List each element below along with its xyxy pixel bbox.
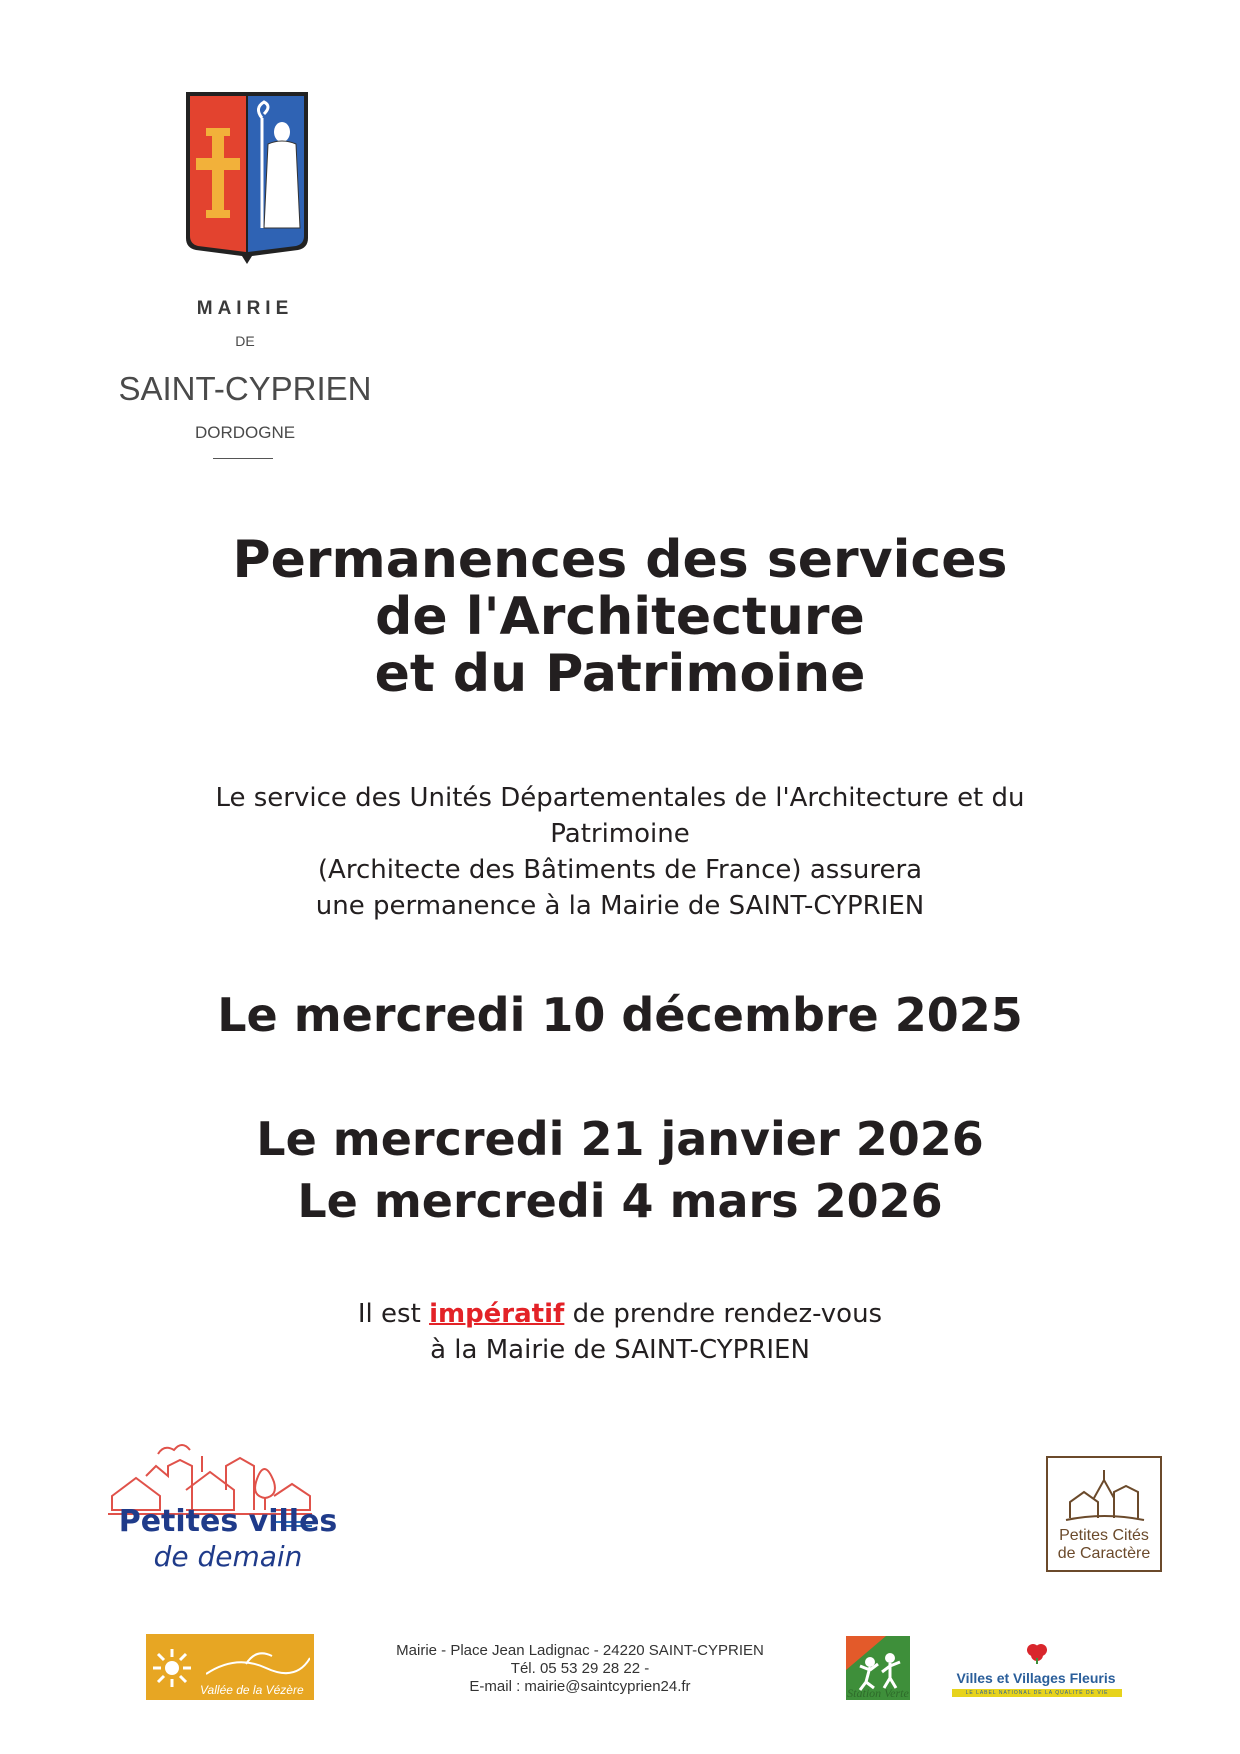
notice-emphasis: impératif — [429, 1299, 565, 1329]
date-group — [100, 1108, 1140, 1232]
mairie-label: MAIRIE — [196, 298, 294, 319]
river-icon — [206, 1644, 310, 1684]
pcc-line-1: Petites Cités — [1059, 1527, 1149, 1544]
appointment-notice — [180, 1296, 1060, 1368]
intro-line: Patrimoine — [550, 819, 690, 849]
title-line: de l'Architecture — [375, 587, 865, 647]
sun-icon — [152, 1648, 192, 1688]
date-3: Le mercredi 4 mars 2026 — [297, 1174, 943, 1228]
pvd-line-1: Petites villes — [118, 1504, 338, 1539]
notice-line-1 — [180, 1296, 1060, 1332]
town-name: SAINT-CYPRIEN — [118, 370, 372, 407]
notice-line-2: à la Mairie de SAINT-CYPRIEN — [430, 1335, 810, 1365]
flower-icon — [1024, 1642, 1050, 1664]
footer-phone-line: Tél. 05 53 29 28 22 - — [510, 1660, 650, 1677]
vezere-label: Vallée de la Vézère — [200, 1683, 304, 1697]
villes-villages-fleuris-subtitle: LE LABEL NATIONAL DE LA QUALITÉ DE VIE — [952, 1689, 1122, 1697]
notice-before: Il est — [357, 1299, 430, 1329]
pcc-line-2: de Caractère — [1057, 1545, 1151, 1562]
department-name: DORDOGNE — [194, 423, 296, 442]
title-line: Permanences des services — [232, 530, 1008, 590]
notice-after: de prendre rendez-vous — [564, 1299, 883, 1329]
pvd-line-2: de demain — [153, 1540, 303, 1573]
castle-icon — [1064, 1466, 1148, 1522]
footer-email-line: E-mail : mairie@saintcyprien24.fr — [469, 1678, 691, 1695]
villes-villages-fleuris-title: Villes et Villages Fleuris — [956, 1670, 1116, 1686]
de-label: DE — [235, 333, 255, 349]
title-line: et du Patrimoine — [374, 644, 866, 704]
date-1: Le mercredi 10 décembre 2025 — [217, 988, 1023, 1042]
footer-contact — [370, 1642, 790, 1696]
header-divider — [213, 458, 273, 459]
page-title — [140, 532, 1100, 703]
intro-paragraph — [180, 780, 1060, 924]
intro-line: une permanence à la Mairie de SAINT-CYPRIEN — [315, 891, 925, 921]
station-verte-label: Station Verte — [847, 1686, 909, 1700]
intro-line: Le service des Unités Départementales de l'Architecture et du — [215, 783, 1025, 813]
intro-line: (Architecte des Bâtiments de France) assurera — [317, 855, 923, 885]
footer-address-line: Mairie - Place Jean Ladignac - 24220 SAINT-CYPRIEN — [396, 1642, 764, 1659]
coat-of-arms-icon — [182, 88, 312, 264]
date-2: Le mercredi 21 janvier 2026 — [256, 1112, 984, 1166]
